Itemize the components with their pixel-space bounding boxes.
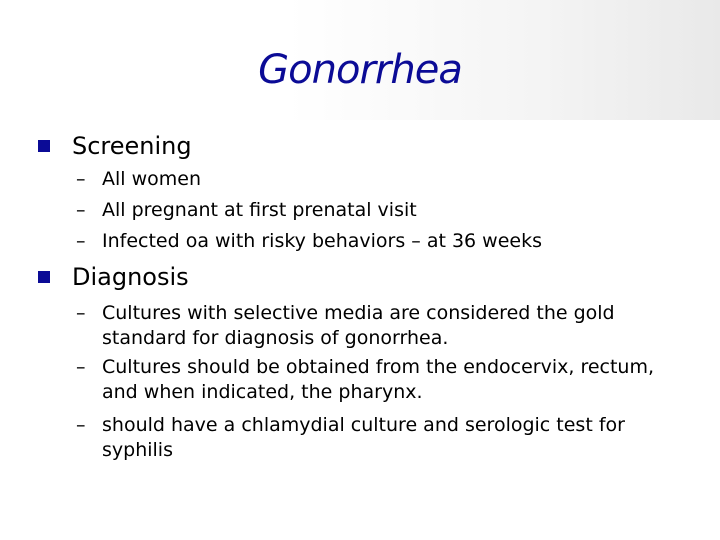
dash-glyph: –: [76, 168, 86, 190]
sub-bullet-text: Infected oa with risky behaviors – at 36 weeks: [102, 230, 543, 252]
bullet-item-diagnosis: [38, 262, 189, 292]
slide-title: Gonorrhea: [258, 47, 462, 93]
sub-bullet-item: [76, 198, 676, 223]
bullet-heading: Screening: [72, 132, 192, 160]
sub-bullet-text: All pregnant at first prenatal visit: [102, 199, 417, 221]
dash-glyph: –: [76, 199, 86, 221]
dash-glyph: –: [76, 302, 86, 324]
sub-bullet-item: [76, 167, 676, 192]
sub-bullet-item: [76, 413, 676, 463]
sub-bullet-item: [76, 229, 676, 254]
sub-bullet-text: Cultures with selective media are considered the gold standard for diagnosis of gonorrhea.: [102, 302, 615, 349]
sub-bullet-item: [76, 355, 676, 405]
sub-bullet-item: [76, 301, 676, 351]
sub-bullet-text: should have a chlamydial culture and serologic test for syphilis: [102, 414, 625, 461]
bullet-item-screening: [38, 131, 192, 161]
bullet-heading: Diagnosis: [72, 263, 189, 291]
dash-glyph: –: [76, 230, 86, 252]
dash-glyph: –: [76, 414, 86, 436]
sub-bullet-text: All women: [102, 168, 201, 190]
square-bullet-icon: [38, 271, 50, 283]
dash-glyph: –: [76, 356, 86, 378]
sub-bullet-text: Cultures should be obtained from the endocervix, rectum, and when indicated, the pharynx.: [102, 356, 655, 403]
square-bullet-icon: [38, 140, 50, 152]
